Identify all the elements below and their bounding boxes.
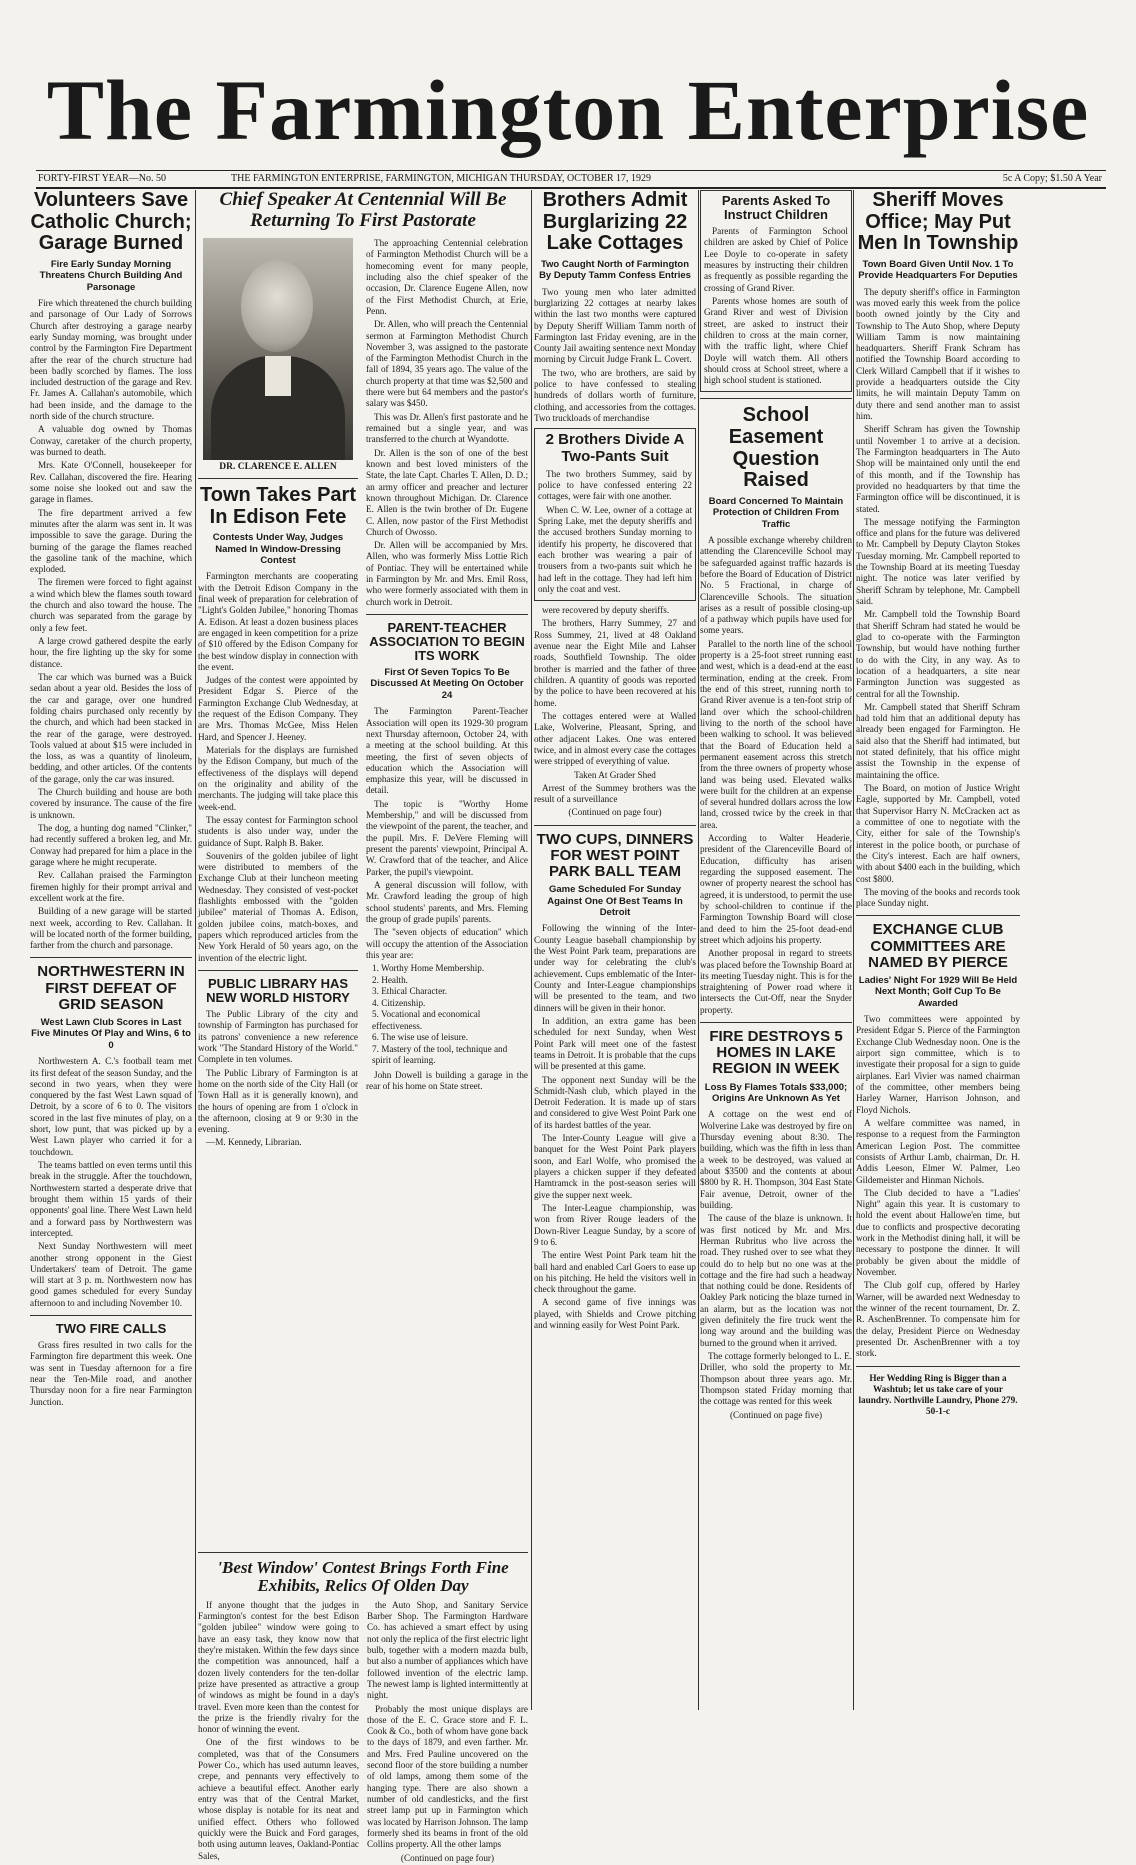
- article-paragraph: The message notifying the Farmington office and plans for the future was delivered to Mr. Campbell by Deputy Clayton Stokes Tuesday morning. Mr. Campbell reported to the Township Board at its meeting Tuesday night. The notice was later verified by Sheriff Schram by telephone, Mr. Campbell said.: [856, 516, 1020, 606]
- article-paragraph: The teams battled on even terms until this break in the struggle. After the touchdown, Northwestern started a desperate drive that brought them within 15 yards of their opponents' goal line. There West Lawn held and a forward pass by Northwestern was intercepted.: [30, 1160, 192, 1238]
- list-item: 3. Ethical Character.: [372, 986, 447, 997]
- article-headline-parents: Parents Asked To Instruct Children: [721, 193, 831, 223]
- article-paragraph: According to Walter Headerie, president of the Clarenceville Board of Education, difficulty has arisen regarding the supposed easement. The owner of property nearest the school has agreed, it is understood, to permit the use by school-children to continue if the Farmington Township Board will close and deed to him the 25-foot dead-end street which adjoins his property.: [700, 833, 852, 945]
- article-paragraph: The car which was burned was a Buick sedan about a year old. Besides the loss of the car and garage, over one hundred folding chairs purchased only recently by the church, and which had been stacked in the rear of the garage, were destroyed. Tools valued at about $15 were included in the loss, as was a quantity of linoleum, bedding, and other articles. Of the contents of the garage, only the car was insured.: [30, 671, 192, 784]
- article-paragraph: One of the first windows to be completed, was that of the Consumers Power Co., which has used autumn leaves, crepe, and pennants very effectively to achieve a beautiful effect. Another early entry was that of the Central Market, whose display is notable for its neat and unified effect. Others who followed quickly were the Buick and Ford garages, both using autumn leaves, Oakland-Pontiac Sales,: [198, 1737, 359, 1861]
- article-paragraph: The Public Library of the city and township of Farmington has purchased for its patrons' convenience a new reference work "The Standard History of the World." Complete in ten volumes.: [198, 1009, 358, 1065]
- article-deck: First Of Seven Topics To Be Discussed At Meeting On October 24: [370, 667, 524, 701]
- article-headline-fire-calls: TWO FIRE CALLS: [55, 1321, 167, 1337]
- article-paragraph: The opponent next Sunday will be the Schmidt-Nash club, which played in the Detroit Federation. It is made up of stars and considered to give West Point Park one of its hardest battles of the year.: [534, 1074, 696, 1130]
- list-item: 1. Worthy Home Membership.: [372, 963, 485, 974]
- article-headline-grid: NORTHWESTERN IN FIRST DEFEAT OF GRID SEASON: [37, 963, 185, 1013]
- article-paragraph: The topic is "Worthy Home Membership," and will be discussed from the viewpoint of the parent, the teacher, and the pupil. Mrs. F. DeVere Fleming will present the parents' viewpoint, Principal A. W. Crawford that of the teacher, and Alice Parker, the pupil's viewpoint.: [366, 798, 528, 877]
- article-paragraph: The cottage formerly belonged to L. E. Driller, who sold the property to Mr. Thompson about three years ago. Mr. Thompson stated Friday morning that the cottage was rented for this week: [700, 1351, 852, 1407]
- article-paragraph: —M. Kennedy, Librarian.: [206, 1137, 302, 1148]
- dateline-center: THE FARMINGTON ENTERPRISE, FARMINGTON, MICHIGAN THURSDAY, OCTOBER 17, 1929: [231, 173, 652, 184]
- article-paragraph: The brothers, Harry Summey, 27 and Ross Summey, 21, lived at 48 Oakland avenue near the Eight Mile and Lahser roads, Southfield Township. The older brother is married and the father of three children. A quantity of goods was reported by the police to have been recovered at his home.: [534, 618, 696, 708]
- article-paragraph: A welfare committee was named, in response to a request from the Farmington American Legion Post. The committee consists of Arthur Lamb, chairman, Dr. H. Addis Leeson, Elmer W. Palmer, Leo Gildemeister and Hinman Nichols.: [856, 1117, 1020, 1185]
- column-rule: [698, 190, 699, 1710]
- article-paragraph: A valuable dog owned by Thomas Conway, caretaker of the church property, was burned to death.: [30, 424, 192, 458]
- article-paragraph: (Continued on page four): [400, 1852, 495, 1863]
- article-paragraph: If anyone thought that the judges in Farmington's contest for the best Edison "golden jubilee" window were going to have an easy task, they know now that they're mistaken. Within the few days since the competition was announced, half a dozen lively contenders for the ten-dollar prize have presented as attractive a group of windows as might be found in a day's travel. Even more keen than the contest for the prize is the friendly rivalry for the honor of winning the event.: [198, 1599, 359, 1735]
- photo-caption: DR. CLARENCE E. ALLEN: [219, 462, 337, 472]
- article-deck: Fire Early Sunday Morning Threatens Church Building And Parsonage: [39, 258, 183, 293]
- masthead-title: The Farmington Enterprise: [46, 62, 1090, 158]
- article-paragraph: A general discussion will follow, with Mr. Crawford leading the group of high school students' parents, and Mrs. Fleming the group of grade pupils' parents.: [366, 879, 528, 924]
- article-paragraph: Dr. Allen is the son of one of the best known and best loved ministers of the State, the late Capt. Charles T. Allen, D. D.; an army officer and preacher and lecturer known throughout Michigan. Dr. Clarence E. Allen is the twin brother of Dr. Eugene C. Allen, now pastor of the First Methodist Church of Owosso.: [366, 447, 528, 537]
- article-headline-brothers: Brothers Admit Burglarizing 22 Lake Cottages: [542, 189, 688, 255]
- article-headline-two-pants: 2 Brothers Divide A Two-Pants Suit: [545, 431, 685, 465]
- article-paragraph: Taken At Grader Shed: [574, 769, 656, 780]
- article-deck: Board Concerned To Maintain Protection of Children From Traffic: [708, 495, 844, 530]
- article-headline-church-fire: Volunteers Save Catholic Church; Garage Burned: [30, 189, 192, 255]
- column-rule: [531, 190, 532, 1710]
- article-paragraph: Parents of Farmington School children are asked by Chief of Police Lee Doyle to co-operate in safety measures by instructing their children as frequently as possible regarding the crossing of Grand River.: [704, 226, 848, 293]
- article-deck: Contests Under Way, Judges Named In Window-Dressing Contest: [212, 532, 344, 566]
- article-paragraph: A cottage on the west end of Wolverine Lake was destroyed by fire on Thursday evening about 8:30. The building, which was the fifth in less than a week to be destroyed, was valued at about $3500 and the contents at about $800 by R. H. Thompson, 304 East State Fair avenue, Detroit, owner of the building.: [700, 1109, 852, 1210]
- article-headline-best-window: 'Best Window' Contest Brings Forth Fine Exhibits, Relics Of Olden Day: [217, 1558, 509, 1596]
- column-5: [856, 190, 1020, 1710]
- article-headline-fire-destroys: FIRE DESTROYS 5 HOMES IN LAKE REGION IN WEEK: [709, 1028, 843, 1078]
- list-item: 7. Mastery of the tool, technique and spirit of learning.: [372, 1043, 508, 1066]
- article-paragraph: Building of a new garage will be started next week, according to Rev. Callahan. It will be located north of the former building, farther from the church and parsonage.: [30, 906, 192, 951]
- article-paragraph: The Inter-League championship, was won from River Rouge leaders of the Down-River League Sunday, by a score of 9 to 6.: [534, 1202, 696, 1247]
- article-paragraph: The fire department arrived a few minutes after the alarm was sent in. It was impossible to save the garage. During the burning of the garage the flames reached the gasoline tank of the machine, which exploded.: [30, 507, 192, 575]
- article-paragraph: Fire which threatened the church building and parsonage of Our Lady of Sorrows Church after destroying a garage nearby early Sunday morning, was brought under control by the Farmington Fire Department after the rear of the church structure had been badly scorched by flames. The loss included destruction of the garage and Rev. Fr. James A. Callahan's automobile, which had been inside, and the damage to the north side of the church structure.: [30, 297, 192, 422]
- article-paragraph: The firemen were forced to fight against a wind which blew the flames south toward the church and also toward the house. The church was separated from the garage by only a few feet.: [30, 577, 192, 633]
- article-paragraph: Dr. Allen will be accompanied by Mrs. Allen, who was formerly Miss Lottie Rich of Pontiac. They will be entertained while in Farmington by Mr. and Mrs. Emil Ross, who were formerly associated with them in church work in Detroit.: [366, 540, 528, 607]
- article-headline-cups: TWO CUPS, DINNERS FOR WEST POINT PARK BALL TEAM: [536, 830, 694, 881]
- article-paragraph: (Continued on page five): [729, 1409, 823, 1420]
- article-paragraph: This was Dr. Allen's first pastorate and he remained but a single year, and was transferred to the church at Wyandotte.: [366, 411, 528, 445]
- article-headline-sheriff: Sheriff Moves Office; May Put Men In Township: [857, 189, 1019, 255]
- article-paragraph: Following the winning of the Inter-County League baseball championship by the West Point Park team, preparations are under way for celebrating the club's achievement. Cups emblematic of the Inter-County and Inter-League championships will be presented to the team, and two dinners will be given in their honor.: [534, 923, 696, 1013]
- article-deck: West Lawn Club Scores in Last Five Minutes Of Play and Wins, 6 to 0: [31, 1017, 191, 1051]
- volume-number: FORTY-FIRST YEAR—No. 50: [38, 173, 167, 184]
- article-paragraph: In addition, an extra game has been scheduled for next Sunday, when West Point Park will meet one of the fastest teams in Detroit. It is probable that the cups will be presented at this game.: [534, 1015, 696, 1072]
- article-paragraph: The moving of the books and records took place Sunday night.: [856, 886, 1020, 909]
- article-paragraph: Grass fires resulted in two calls for the Farmington fire department this week. One was sent in Tuesday afternoon for a fire near the Ten-Mile road, and another Thursday noon for a fire near Farmington Junction.: [30, 1340, 192, 1407]
- article-headline-pta: PARENT-TEACHER ASSOCIATION TO BEGIN ITS WORK: [369, 620, 525, 664]
- article-paragraph: (Continued on page four): [568, 807, 662, 818]
- article-headline-library: PUBLIC LIBRARY HAS NEW WORLD HISTORY: [206, 975, 350, 1006]
- article-headline-centennial: Chief Speaker At Centennial Will Be Returning To First Pastorate: [219, 189, 507, 231]
- article-paragraph: Mrs. Kate O'Connell, housekeeper for Rev. Callahan, discovered the fire. Hearing some noise she looked out and saw the garage in flames.: [30, 460, 192, 505]
- article-paragraph: Parallel to the north line of the school property is a 25-foot street running east and west, which is a dead-end at the east termination, ending at the creek. From the end of this street, running north to Grand River avenue is a ten-foot strip of land over which the school-children living to the north of the school have been walking to school. It was believed that the Board of Education held a permanent easement across this stretch from the three owners of property whose land was being used. Elevated walks were built for the children at an expense of several hundred dollars across the low land, crossed twice by the creek in that area.: [700, 638, 852, 830]
- article-paragraph: The cause of the blaze is unknown. It was first noticed by Mr. and Mrs. Herman Rubritus who live across the road. They rushed over to see what they could do to help but no one was at the cottage and the fire had such a headway that nothing could be done. Residents of Oakley Park noticing the blaze turned in an alarm, but as the location was not given definitely the fire truck went the long way around and the building was burned to the ground when it arrived.: [700, 1213, 852, 1348]
- article-paragraph: Materials for the displays are furnished by the Edison Company, but much of the effectiveness of the displays will depend on the originality and ability of the merchants. The judging will take place this week-end.: [198, 745, 358, 812]
- article-paragraph: A large crowd gathered despite the early hour, the fire lighting up the sky for some distance.: [30, 636, 192, 669]
- article-paragraph: The entire West Point Park team hit the ball hard and enabled Carl Goers to ease up on his pitching. He held the visitors well in check throughout the game.: [534, 1250, 696, 1295]
- article-paragraph: Two young men who later admitted burglarizing 22 cottages at nearby lakes within the last two months were captured by Deputy Sheriff William Tamm north of Farmington last Friday evening, are in the County Jail awaiting sentence next Monday morning by Circuit Judge Frank L. Covert.: [534, 286, 696, 365]
- article-paragraph: The Club golf cup, offered by Harley Warner, will be awarded next Wednesday to the winner of the recent tournament, Dr. Z. R. AschenBrenner. To compensate him for the delay, President Pierce on Wednesday presented Dr. AschenBrenner with a toy stork.: [856, 1280, 1020, 1359]
- article-paragraph: The approaching Centennial celebration of Farmington Methodist Church will be a homecoming event for many people, including also the chief speaker of the occasion, Dr. Clarence Eugene Allen, now of the First Methodist Church, at Erie, Penn.: [366, 238, 528, 316]
- article-deck: Town Board Given Until Nov. 1 To Provide Headquarters For Deputies: [858, 258, 1018, 282]
- list-item: 4. Citizenship.: [372, 997, 426, 1008]
- article-paragraph: The Board, on motion of Justice Wright Eagle, supported by Mr. Campbell, voted that Supervisor Harry N. McCracken act as a committee of one to negotiate with the City, either for sale of the Township's interest in the police booth, or purchase of the City's interest. Each are half owners, with about $400 each in the building, which cost $800.: [856, 783, 1020, 884]
- column-3: [534, 190, 696, 1710]
- article-paragraph: Next Sunday Northwestern will meet another strong opponent in the Giest Undertakers' team of Detroit. The game will start at 3 p. m. Northwestern now has good games scheduled for every Sunday afternoon to and including November 10.: [30, 1241, 192, 1308]
- article-headline-edison: Town Takes Part In Edison Fete: [200, 484, 356, 528]
- column-2b: [366, 238, 528, 1558]
- price: 5c A Copy; $1.50 A Year: [1002, 173, 1102, 184]
- article-paragraph: The Club decided to have a "Ladies' Night" again this year. It is customary to hold the event about Hallowe'en time, but due to conflicts and prospective decorating work in the Methodist dining hall, it will be necessary to postpone the dinner. It will probably be given about the middle of November.: [856, 1187, 1020, 1278]
- column-2-header: [198, 190, 528, 238]
- article-paragraph: Mr. Campbell told the Township Board that Sheriff Schram had stated he would be glad to co-operate with the Farmington Township, but would have nothing further to do with the City, in any way. As to location of a headquarters, a site near Farmington Junction was suggested as central for all the Township.: [856, 609, 1020, 699]
- article-paragraph: Probably the most unique displays are those of the E. C. Grace store and F. L. Cook & Co., both of whom have gone back to the days of 1879, and even farther. Mr. and Mrs. Fred Pauline uncovered on the second floor of the store building a number of old lamps, among them some of the hanging type. There are also shown a number of old candlesticks, and the first street lamp put up in Farmington which was located by Harrison Johnson. The lamp formerly shed its beams in front of the old Collins property. All the other lamps: [367, 1703, 528, 1850]
- article-paragraph: Arrest of the Summey brothers was the result of a surveillance: [534, 782, 696, 805]
- article-paragraph: The two brothers Summey, said by police to have confessed entering 22 cottages, were fair with one another.: [538, 468, 692, 502]
- article-paragraph: The essay contest for Farmington school students is also under way, under the guidance of Supt. Ralph B. Baker.: [198, 814, 358, 848]
- article-paragraph: The "seven objects of education" which will occupy the attention of the Association this year are:: [366, 927, 528, 960]
- article-paragraph: A second game of five innings was played, with Shields and Crowe pitching and winning easily for West Point Park.: [534, 1297, 696, 1331]
- article-paragraph: Sheriff Schram has given the Township until November 1 to arrive at a decision. The Farmington headquarters in The Auto Shop will be maintained only until the end of this month, and if the Township has provided no headquarters by that time the Farmington office will be discontinued, it is stated.: [856, 424, 1020, 514]
- article-deck: Loss By Flames Totals $33,000; Origins Are Unknown As Yet: [704, 1081, 848, 1105]
- article-paragraph: Dr. Allen, who will preach the Centennial sermon at Farmington Methodist Church November 3, was assigned to the pastorate of the Farmington Methodist Church in the fall of 1894, 35 years ago. The value of the church property at that time was $2,500 and there were but 64 members and the pastor's salary was $450.: [366, 319, 528, 409]
- article-paragraph: Two committees were appointed by President Edgar S. Pierce of the Farmington Exchange Club Wednesday noon. One is the airport sign committee, which is to investigate their proposal for a sign to guide airplanes. Earl Vivier was named chairman of the committee, other members being Harley Warner, Harrison Johnson, and Floyd Nichols.: [856, 1014, 1020, 1115]
- dateline: [36, 170, 1106, 189]
- article-deck: Two Caught North of Farmington By Deputy Tamm Confess Entries: [539, 258, 691, 282]
- column-1: [30, 190, 192, 1710]
- article-paragraph: Judges of the contest were appointed by President Edgar S. Pierce of the Farmington Exchange Club Wednesday, at the request of the Edison Company. They are Mrs. Thomas McGee, Miss Helen Hard, and Spencer J. Heeney.: [198, 675, 358, 742]
- column-4: [700, 190, 852, 1710]
- article-headline-exchange-club: EXCHANGE CLUB COMMITTEES ARE NAMED BY PIERCE: [868, 921, 1008, 971]
- article-paragraph: The cottages entered were at Walled Lake, Wolverine, Pleasant, Spring, and other adjacent Lakes. One was entered twice, and in almost every case the cottages were stripped of everything of value.: [534, 710, 696, 767]
- article-paragraph: Souvenirs of the golden jubilee of light were distributed to members of the Exchange Club at their luncheon meeting Wednesday. They consisted of vest-pocket flashlights embossed with the "golden jubilee" material of Thomas A. Edison, golden jubilee coins, match-boxes, and papers which reproduced articles from the New York Herald of 50 years ago, on the invention of the electric light.: [198, 850, 358, 963]
- column-rule: [195, 190, 196, 1710]
- list-item: 2. Health.: [372, 974, 408, 985]
- list-item: 5. Vocational and economical effectiveness.: [372, 1009, 481, 1031]
- article-paragraph: The deputy sheriff's office in Farmington was moved early this week from the police booth owned jointly by the City and Township to The Auto Shop, where Deputy William Tamm is now maintaining headquarters. Sheriff Frank Schram has notified the Township Board according to Clerk Willard Campbell that if it wishes to provide a headquarters outside the City limits, he will maintain Deputy Tamm on duty there and send another man to assist him.: [856, 286, 1020, 421]
- article-paragraph: Rev. Callahan praised the Farmington firemen highly for their prompt arrival and excellent work at the fire.: [30, 870, 192, 903]
- list-item: 6. The wise use of leisure.: [372, 1032, 469, 1043]
- article-paragraph: A possible exchange whereby children attending the Clarenceville School may be safeguarded against traffic hazards is before the Board of Education of District No. 5 Fractional, in charge of Clarenceville Schools. The situation arises as a result of possible closing-up of a pathway which pupils have used for some years.: [700, 534, 852, 636]
- article-paragraph: Farmington merchants are cooperating with the Detroit Edison Company in the final week of preparation for celebration of "Light's Golden Jubilee," honoring Thomas A. Edison. At least a dozen business places are engaged in keen competition for a prize of $10 offered by the Edison Company for the best window display in connection with the event.: [198, 571, 358, 672]
- article-deck: Game Scheduled For Sunday Against One Of Best Teams In Detroit: [547, 884, 683, 919]
- portrait-photo: [203, 238, 353, 460]
- article-deck: Ladies' Night For 1929 Will Be Held Next Month; Golf Cup To Be Awarded: [858, 975, 1018, 1009]
- article-paragraph: The Inter-County League will give a banquet for the West Point Park players soon, and Earl Wolfe, who promised the players a chicken supper if they defeated Hamtramck in the post-season series will give the supper next week.: [534, 1133, 696, 1200]
- article-paragraph: John Dowell is building a garage in the rear of his home on State street.: [366, 1069, 528, 1091]
- column-rule: [853, 190, 854, 1710]
- article-paragraph: Another proposal in regard to streets was placed before the Township Board at its meeting Tuesday night. This is for the straightening of Power road where it intersects the Cut-Off, near the Snyder property.: [700, 948, 852, 1015]
- article-paragraph: Northwestern A. C.'s football team met its first defeat of the season Sunday, and the second in two years, when they were conquered by the fast West Lawn squad of Detroit, by a score of 6 to 0. The visitors scored in the last five minutes of play, on a short, low punt, that was picked up by a West Lawn player who carried it for a touchdown.: [30, 1056, 192, 1157]
- article-paragraph: The Public Library of Farmington is at home on the north side of the City Hall (or Town Hall as it is generally known), and the hours of opening are from 1 o'clock in the afternoon, closing at 9 or 9:30 in the evening.: [198, 1067, 358, 1135]
- article-headline-easement: School Easement Question Raised: [728, 404, 824, 492]
- article-paragraph: Mr. Campbell stated that Sheriff Schram had told him that an additional deputy has already been engaged for Farmington. He said also that the Sheriff had intimated, but not stated definitely, that his office might assist the Township in the expense of maintaining the office.: [856, 701, 1020, 780]
- classified-ad: Her Wedding Ring is Bigger than a Washtub; let us take care of your laundry. Northville Laundry, Phone 279. 50-1-c: [858, 1372, 1018, 1417]
- article-paragraph: The Church building and house are both covered by insurance. The cause of the fire is unknown.: [30, 787, 192, 820]
- article-paragraph: the Auto Shop, and Sanitary Service Barber Shop. The Farmington Hardware Co. has achieved a smart effect by using not only the replica of the first electric light bulb, together with a modern mazda bulb, but also a number of appliances which have followed invention of the electric lamp. The newest lamp is lighted intermittently at night.: [367, 1599, 528, 1701]
- article-paragraph: were recovered by deputy sheriffs.: [542, 605, 670, 616]
- column-2a: [198, 238, 358, 1708]
- article-paragraph: Parents whose homes are south of Grand River and west of Division street, are asked to instruct their children to cross at the main corner, with the traffic light, where Chief Doyle will watch them. All others should cross at School street, where a high school student is stationed.: [704, 295, 848, 386]
- article-paragraph: When C. W. Lee, owner of a cottage at Spring Lake, met the deputy sheriffs and the accused brothers Sunday morning to identify his property, he discovered that each brother was wearing a pair of trousers from a two-pants suit which he had left in the cottage. They had left him only the coat and vest.: [538, 504, 692, 594]
- article-paragraph: The two, who are brothers, are said by police to have confessed to stealing hundreds of dollars worth of furniture, clothing, and accessories from the cottages. Two truckloads of merchandise: [534, 367, 696, 423]
- best-window-article: [198, 1552, 528, 1863]
- article-paragraph: The Farmington Parent-Teacher Association will open its 1929-30 program next Thursday afternoon, October 24, with a meeting at the school building. At this meeting, the first of seven objects of education which the Association will emphasize this year, will be discussed in detail.: [366, 706, 528, 796]
- article-paragraph: The dog, a hunting dog named "Clinker," had recently suffered a broken leg, and Mr. Conway had prepared for him a place in the garage where he might recuperate.: [30, 823, 192, 867]
